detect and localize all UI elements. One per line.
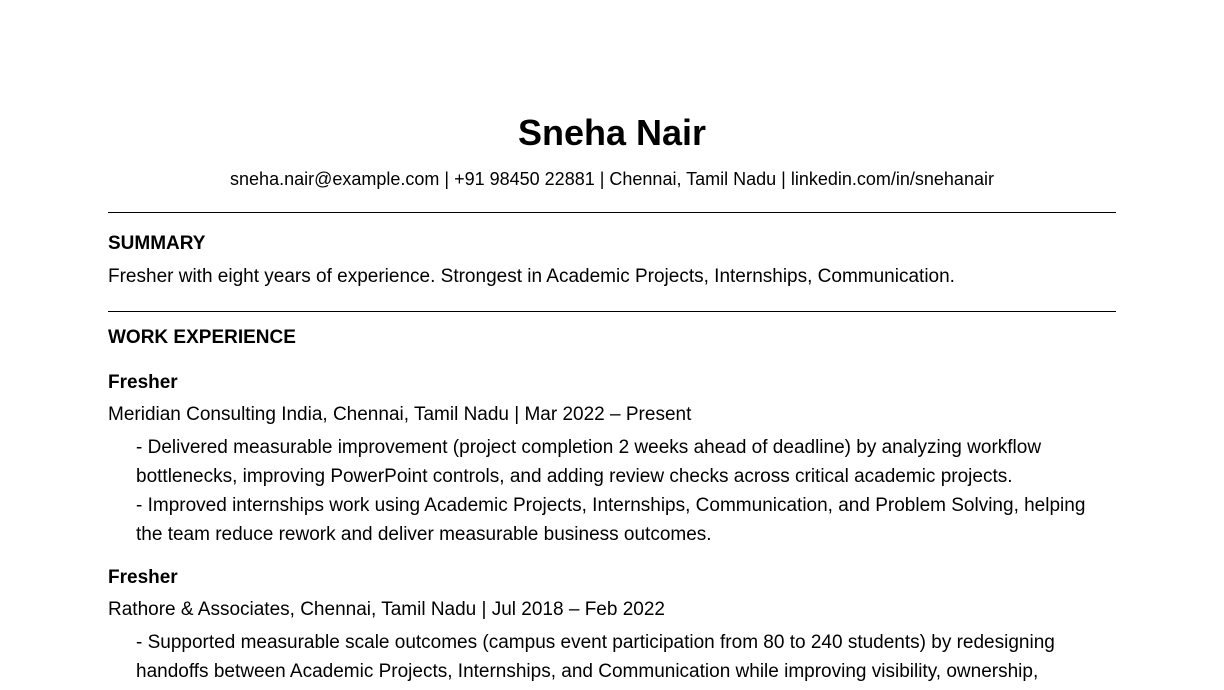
job-entry [108, 371, 1116, 549]
job-bullet: - Supported measurable scale outcomes (campus event participation from 80 to 240 students) by redesigning handoffs between Academic Projects, Internships, and Communication while improving visibility, ownership, [136, 632, 1055, 682]
job-bullets [108, 433, 1116, 549]
header-divider [108, 212, 1116, 213]
summary-divider [108, 311, 1116, 312]
job-company-dates: Meridian Consulting India, Chennai, Tamil Nadu | Mar 2022 – Present [108, 404, 692, 425]
job-title: Fresher [108, 372, 178, 393]
job-bullets [108, 628, 1116, 686]
job-company-dates: Rathore & Associates, Chennai, Tamil Nadu | Jul 2018 – Feb 2022 [108, 599, 665, 620]
summary-heading: SUMMARY [108, 233, 206, 254]
work-experience-heading: WORK EXPERIENCE [108, 327, 296, 348]
job-entry [108, 566, 1116, 686]
job-bullet: - Improved internships work using Academic Projects, Internships, Communication, and Problem Solving, helping the team reduce rework and deliver measurable business outcomes. [136, 495, 1086, 545]
job-bullet: - Delivered measurable improvement (project completion 2 weeks ahead of deadline) by analyzing workflow bottlenecks, improving PowerPoint controls, and adding review checks across critical academic projects. [136, 437, 1042, 487]
job-title: Fresher [108, 567, 178, 588]
candidate-name: Sneha Nair [517, 112, 707, 153]
contact-line: sneha.nair@example.com | +91 98450 22881 | Chennai, Tamil Nadu | linkedin.com/in/snehanair [230, 169, 994, 189]
summary-text: Fresher with eight years of experience. Strongest in Academic Projects, Internships, Communication. [108, 266, 955, 287]
